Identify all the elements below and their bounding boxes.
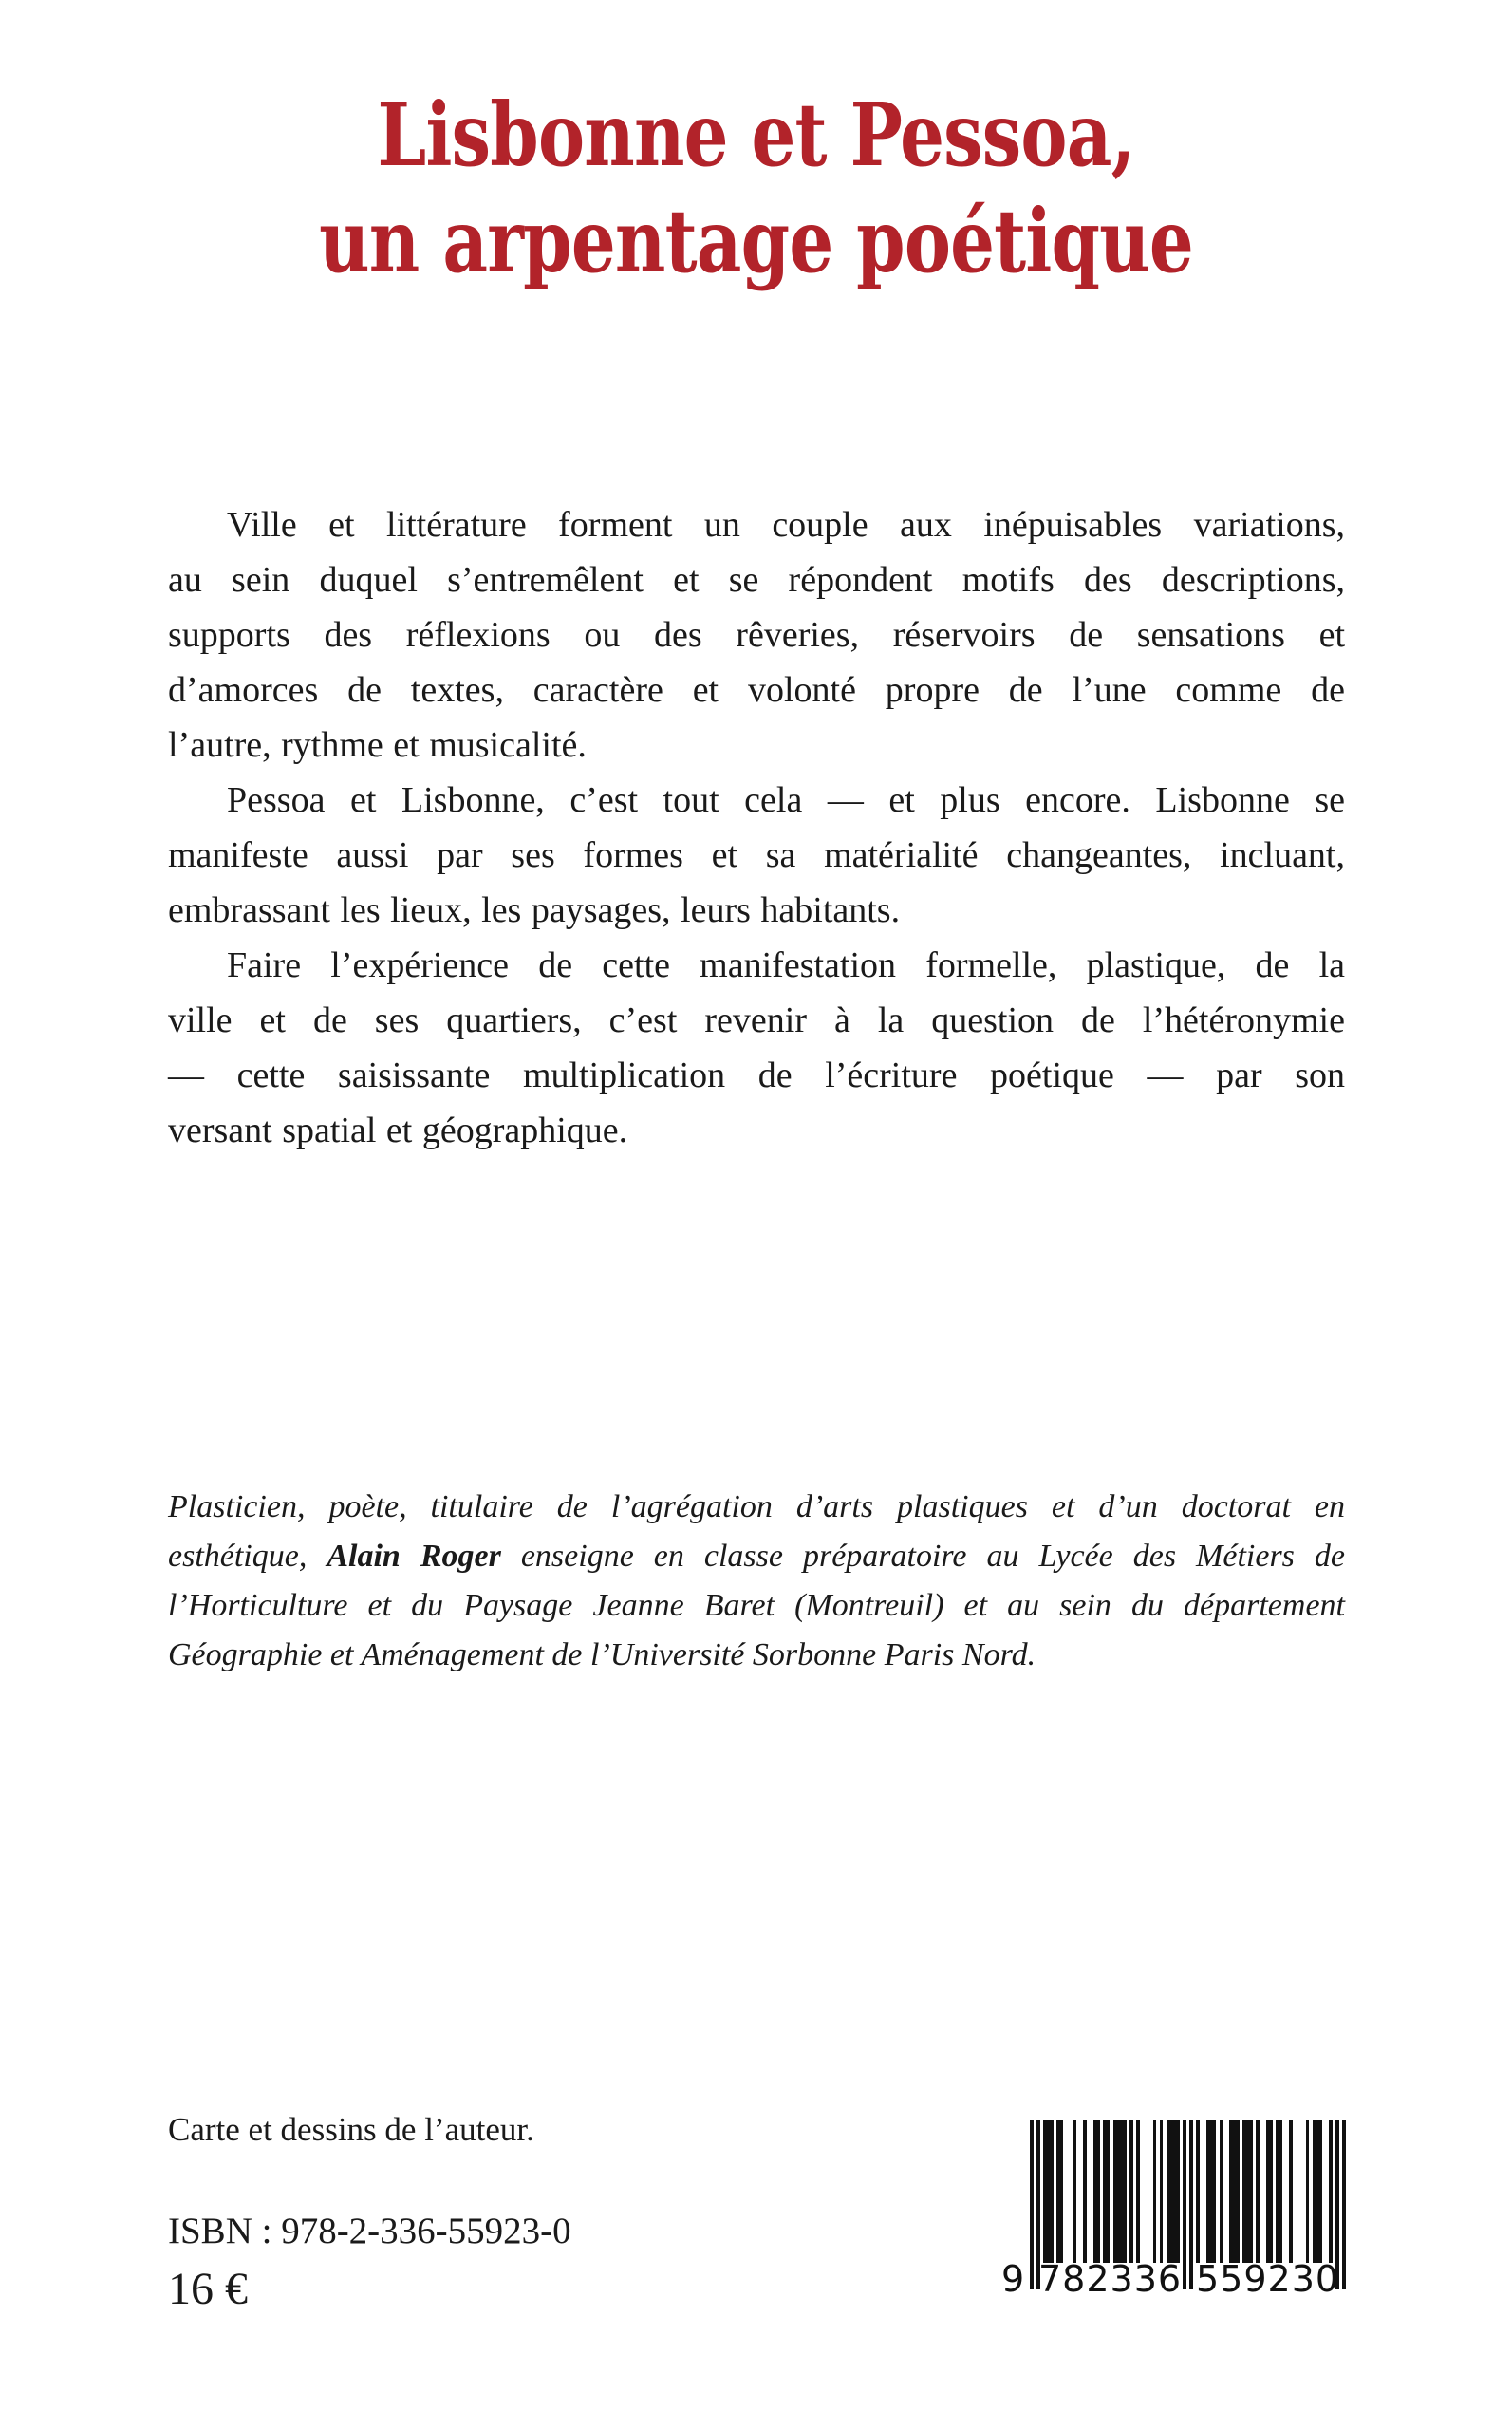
synopsis-line: — cette saisissante multiplication de l’écriture poétique — par son	[168, 1055, 1345, 1095]
barcode-bar	[1289, 2120, 1293, 2263]
barcode-bar	[1342, 2120, 1346, 2289]
author-name: Alain Roger	[327, 1539, 501, 1574]
barcode-bar	[1176, 2120, 1180, 2263]
synopsis-line: d’amorces de textes, caractère et volonté propre de l’une comme de	[168, 670, 1345, 710]
illustration-credit: Carte et dessins de l’auteur.	[168, 2111, 534, 2148]
barcode-bar	[1306, 2120, 1310, 2263]
barcode-digits-left: 782336	[1038, 2258, 1183, 2300]
book-title-line2: un arpentage poétique	[319, 190, 1193, 292]
barcode-bar	[1136, 2120, 1140, 2263]
book-title	[151, 82, 1360, 294]
barcode-bar	[1213, 2120, 1217, 2263]
bio-line: Géographie et Aménagement de l’Université Sorbonne Paris Nord.	[168, 1637, 1036, 1672]
bio-text: esthétique,	[168, 1539, 327, 1574]
author-bio	[168, 1483, 1345, 1680]
barcode-bar	[1256, 2120, 1260, 2263]
barcode-bar	[1123, 2120, 1127, 2263]
synopsis	[168, 497, 1345, 1158]
barcode-bar	[1269, 2120, 1273, 2263]
synopsis-line: l’autre, rythme et musicalité.	[168, 725, 587, 765]
book-title-line1: Lisbonne et Pessoa,	[377, 84, 1135, 186]
barcode-bar	[1329, 2120, 1333, 2263]
bio-line: Plasticien, poète, titulaire de l’agrégation d’arts plastiques et d’un doctorat en	[168, 1489, 1345, 1524]
synopsis-line: Faire l’expérience de cette manifestation formelle, plastique, de la	[227, 945, 1345, 985]
barcode-bar	[1050, 2120, 1054, 2263]
barcode-bar	[1183, 2120, 1186, 2289]
barcode-bar	[1073, 2120, 1077, 2263]
barcode-bar	[1060, 2120, 1064, 2263]
synopsis-line: versant spatial et géographique.	[168, 1111, 628, 1150]
barcode-bar	[1096, 2120, 1100, 2263]
synopsis-line: Pessoa et Lisbonne, c’est tout cela — et plus encore. Lisbonne se	[227, 780, 1345, 820]
barcode-digits-right: 559230	[1196, 2258, 1340, 2300]
barcode-bar	[1153, 2120, 1157, 2263]
barcode-bar	[1220, 2120, 1223, 2263]
synopsis-line: au sein duquel s’entremêlent et se répondent motifs des descriptions,	[168, 560, 1345, 600]
bio-text: enseigne en classe préparatoire au Lycée des Métiers de	[500, 1539, 1345, 1574]
barcode-bar	[1319, 2120, 1323, 2263]
barcode-bar	[1030, 2120, 1034, 2289]
synopsis-line: embrassant les lieux, les paysages, leurs habitants.	[168, 890, 901, 930]
synopsis-line: manifeste aussi par ses formes et sa matérialité changeantes, incluant,	[168, 835, 1345, 875]
price: 16 €	[168, 2264, 248, 2314]
bio-line	[168, 1532, 1345, 1581]
synopsis-line: supports des réflexions ou des rêveries, réservoirs de sensations et	[168, 615, 1345, 655]
barcode-bar	[1160, 2120, 1164, 2263]
barcode-bar	[1196, 2120, 1200, 2263]
synopsis-line: Ville et littérature forment un couple aux inépuisables variations,	[227, 505, 1345, 545]
barcode-bar	[1189, 2120, 1193, 2289]
barcode-bar	[1279, 2120, 1283, 2263]
barcode-bar	[1083, 2120, 1087, 2263]
synopsis-line: ville et de ses quartiers, c’est revenir à la question de l’hétéronymie	[168, 1000, 1345, 1040]
barcode-digit-first: 9	[1001, 2258, 1026, 2300]
ean13-barcode	[1001, 2120, 1346, 2310]
barcode-bar	[1236, 2120, 1240, 2263]
barcode-bar	[1129, 2120, 1133, 2263]
barcode-bar	[1249, 2120, 1253, 2263]
isbn-number: ISBN : 978-2-336-55923-0	[168, 2211, 571, 2251]
bio-line: l’Horticulture et du Paysage Jeanne Baret (Montreuil) et au sein du département	[168, 1588, 1345, 1623]
barcode-bar	[1107, 2120, 1111, 2263]
